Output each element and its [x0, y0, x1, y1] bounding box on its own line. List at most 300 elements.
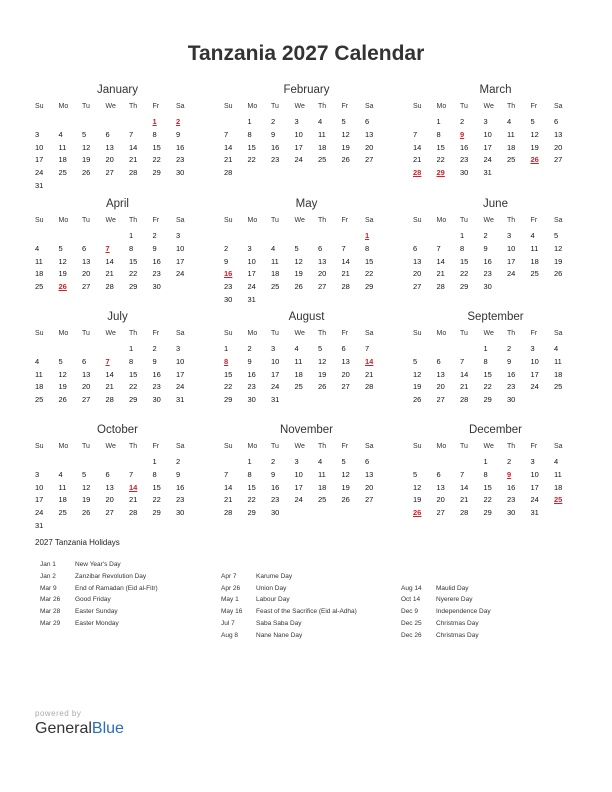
holiday-name: Good Friday [75, 596, 111, 604]
day-cell: 8 [436, 129, 441, 139]
day-cell: 19 [58, 269, 67, 279]
day-cell: 11 [530, 243, 539, 253]
holiday-row [40, 583, 158, 595]
day-cell: 4 [271, 243, 276, 253]
month-name: February [283, 84, 330, 96]
day-cell: 28 [129, 508, 138, 518]
day-cell: 10 [294, 129, 303, 139]
day-cell: 12 [294, 256, 303, 266]
day-cell: 7 [436, 243, 441, 253]
day-cell: 28 [460, 508, 469, 518]
day-cell: 3 [271, 344, 276, 353]
month-name: December [468, 424, 523, 436]
day-cell: 17 [271, 369, 280, 379]
holiday-name: Easter Monday [75, 619, 119, 627]
day-cell: 8 [460, 243, 465, 253]
day-cell: 23 [176, 155, 185, 165]
holiday-row [40, 559, 158, 571]
day-cell: 4 [35, 356, 40, 366]
day-cell: 30 [483, 282, 492, 292]
month-august [224, 309, 389, 407]
day-cell: 28 [436, 282, 445, 292]
day-cell: 1 [483, 457, 488, 466]
holiday-row [401, 583, 491, 595]
empty-cell [224, 116, 248, 129]
day-cell: 22 [436, 155, 445, 165]
day-cell: 27 [413, 282, 422, 292]
day-cell: 15 [129, 256, 138, 266]
day-cell: 13 [365, 469, 374, 479]
holiday-name: Nyerere Day [436, 596, 473, 604]
day-cell: 3 [176, 231, 181, 240]
empty-cell [106, 343, 130, 356]
weekday-label: Sa [554, 217, 563, 224]
day-cell: 5 [82, 129, 87, 139]
weekday-label: Mo [58, 330, 69, 337]
day-cell: 2 [271, 457, 276, 466]
day-cell: 26 [554, 269, 563, 279]
day-cell: 15 [152, 482, 161, 492]
day-cell: 13 [105, 142, 114, 152]
day-cell: 20 [436, 382, 445, 392]
day-cell: 30 [152, 282, 161, 292]
day-cell: 25 [294, 382, 303, 392]
day-cell: 21 [460, 382, 469, 392]
weekday-label: Th [507, 443, 516, 450]
day-grid [413, 116, 578, 180]
weekday-label: We [294, 103, 305, 110]
day-cell: 9 [176, 129, 181, 139]
day-cell: 13 [436, 369, 445, 379]
weekday-label: Su [35, 330, 44, 337]
day-cell: 15 [152, 142, 161, 152]
empty-cell [35, 456, 59, 469]
day-cell: 30 [507, 508, 516, 518]
day-cell: 4 [318, 117, 323, 126]
weekday-label: Su [224, 217, 233, 224]
weekday-label: Tu [271, 443, 279, 450]
day-cell: 19 [294, 269, 303, 279]
weekday-label: Fr [530, 217, 538, 224]
weekday-label: Th [318, 217, 327, 224]
day-cell: 23 [152, 382, 161, 392]
day-cell: 21 [460, 495, 469, 505]
holiday-name: Nane Nane Day [256, 631, 303, 639]
empty-cell [413, 230, 437, 243]
day-cell: 15 [224, 369, 233, 379]
day-cell: 11 [58, 482, 67, 492]
day-cell: 24 [176, 382, 185, 392]
brand-logo [35, 709, 124, 738]
holiday-day: 9 [507, 469, 512, 479]
day-cell: 13 [318, 256, 327, 266]
day-cell: 27 [105, 168, 114, 178]
month-name: April [105, 198, 129, 210]
day-cell: 27 [554, 155, 563, 165]
day-cell: 23 [176, 495, 185, 505]
day-cell: 12 [82, 142, 91, 152]
day-cell: 25 [271, 282, 280, 292]
day-cell: 2 [152, 231, 157, 240]
day-cell: 2 [224, 243, 229, 253]
month-name: July [107, 311, 128, 323]
month-june [413, 196, 578, 294]
day-cell: 8 [365, 243, 370, 253]
day-cell: 2 [460, 117, 465, 126]
holiday-row [401, 618, 491, 630]
day-cell: 21 [105, 382, 114, 392]
day-cell: 17 [35, 495, 44, 505]
day-cell: 31 [35, 180, 44, 190]
day-cell: 6 [105, 129, 110, 139]
day-cell: 20 [82, 269, 91, 279]
month-name: June [483, 198, 508, 210]
weekday-label: Sa [365, 443, 374, 450]
day-cell: 19 [413, 495, 422, 505]
weekday-label: Su [224, 443, 233, 450]
holiday-name: Saba Saba Day [256, 619, 302, 627]
day-cell: 15 [247, 482, 256, 492]
empty-cell [82, 230, 106, 243]
holiday-day: 26 [530, 155, 539, 165]
weekday-label: Mo [58, 103, 69, 110]
day-cell: 29 [483, 508, 492, 518]
holiday-date: May 1 [221, 596, 239, 604]
day-cell: 16 [152, 256, 161, 266]
day-cell: 27 [436, 395, 445, 405]
day-cell: 27 [365, 495, 374, 505]
day-cell: 20 [105, 495, 114, 505]
empty-cell [59, 343, 83, 356]
day-cell: 9 [271, 129, 276, 139]
day-cell: 11 [35, 369, 43, 379]
day-cell: 31 [176, 395, 185, 405]
day-cell: 4 [35, 243, 40, 253]
day-cell: 8 [129, 356, 134, 366]
day-cell: 20 [554, 142, 563, 152]
empty-cell [460, 343, 484, 356]
day-cell: 16 [176, 482, 185, 492]
day-cell: 12 [82, 482, 91, 492]
generalblue-logo [35, 720, 124, 738]
day-cell: 25 [35, 282, 44, 292]
weekday-label: Sa [176, 217, 185, 224]
day-cell: 9 [507, 356, 512, 366]
day-cell: 23 [507, 382, 516, 392]
day-cell: 16 [460, 142, 469, 152]
day-cell: 22 [483, 382, 492, 392]
weekday-header [224, 214, 389, 228]
day-cell: 18 [271, 269, 280, 279]
empty-cell [318, 230, 342, 243]
day-cell: 25 [58, 168, 67, 178]
day-cell: 13 [554, 129, 563, 139]
day-cell: 12 [554, 243, 563, 253]
weekday-label: Fr [530, 103, 538, 110]
day-cell: 21 [129, 495, 138, 505]
day-cell: 14 [105, 256, 114, 266]
day-cell: 20 [82, 382, 91, 392]
page-title: Tanzania 2027 Calendar [187, 42, 425, 65]
holiday-name: Easter Sunday [75, 608, 118, 616]
empty-cell [271, 230, 295, 243]
day-cell: 7 [129, 129, 134, 139]
month-december [413, 422, 578, 520]
day-cell: 24 [176, 269, 185, 279]
day-cell: 13 [365, 129, 374, 139]
day-cell: 21 [105, 269, 114, 279]
weekday-label: Su [224, 103, 233, 110]
day-cell: 13 [413, 256, 422, 266]
day-cell: 14 [436, 256, 445, 266]
weekday-label: Mo [247, 330, 258, 337]
weekday-label: Mo [247, 103, 258, 110]
day-cell: 16 [271, 482, 280, 492]
day-cell: 29 [224, 395, 233, 405]
weekday-header [35, 214, 200, 228]
empty-cell [437, 343, 461, 356]
holiday-date: May 16 [221, 608, 243, 616]
empty-cell [437, 456, 461, 469]
weekday-label: Mo [58, 443, 69, 450]
day-cell: 17 [294, 142, 303, 152]
month-name: March [479, 84, 512, 96]
empty-cell [35, 230, 59, 243]
day-cell: 5 [82, 469, 87, 479]
empty-cell [106, 230, 130, 243]
weekday-label: Tu [271, 217, 279, 224]
holiday-day: 9 [460, 129, 465, 139]
empty-cell [413, 116, 437, 129]
day-cell: 22 [129, 382, 138, 392]
weekday-label: Sa [365, 330, 374, 337]
holiday-date: Mar 29 [40, 619, 61, 627]
day-cell: 2 [176, 457, 181, 466]
day-cell: 23 [507, 495, 516, 505]
day-cell: 10 [530, 356, 539, 366]
day-cell: 8 [483, 356, 488, 366]
weekday-label: Th [318, 443, 327, 450]
holiday-date: Mar 26 [40, 596, 61, 604]
weekday-label: Sa [554, 330, 563, 337]
day-cell: 27 [436, 508, 445, 518]
holiday-column [221, 571, 357, 642]
weekday-label: Tu [82, 330, 90, 337]
weekday-label: Tu [460, 103, 468, 110]
day-cell: 18 [507, 142, 516, 152]
day-cell: 14 [224, 482, 233, 492]
day-cell: 31 [483, 168, 492, 178]
weekday-label: Su [413, 103, 422, 110]
day-cell: 15 [436, 142, 445, 152]
day-cell: 16 [152, 369, 161, 379]
day-cell: 21 [129, 155, 138, 165]
day-cell: 4 [554, 344, 559, 353]
day-cell: 29 [247, 508, 256, 518]
month-name: August [288, 311, 325, 323]
weekday-label: Tu [460, 217, 468, 224]
weekday-label: Fr [152, 443, 160, 450]
day-cell: 15 [460, 256, 469, 266]
day-cell: 2 [507, 344, 512, 353]
weekday-label: Fr [341, 217, 349, 224]
day-cell: 12 [413, 482, 422, 492]
holiday-name: New Year's Day [75, 561, 121, 568]
day-cell: 23 [224, 282, 233, 292]
holiday-date: Dec 25 [401, 619, 422, 627]
day-cell: 19 [341, 142, 350, 152]
day-cell: 8 [152, 469, 157, 479]
day-cell: 10 [507, 243, 516, 253]
weekday-header [413, 100, 578, 114]
day-cell: 7 [341, 243, 346, 253]
day-cell: 28 [105, 282, 114, 292]
day-cell: 16 [176, 142, 185, 152]
holiday-date: Dec 9 [401, 608, 418, 616]
day-cell: 12 [58, 256, 67, 266]
day-cell: 3 [294, 117, 299, 126]
day-cell: 22 [460, 269, 469, 279]
weekday-label: Th [129, 330, 138, 337]
weekday-header [35, 100, 200, 114]
holiday-date: Aug 14 [401, 584, 422, 592]
empty-cell [59, 456, 83, 469]
day-cell: 17 [530, 482, 539, 492]
day-grid [35, 343, 200, 407]
day-cell: 1 [129, 344, 134, 353]
holiday-name: Karume Day [256, 572, 293, 580]
day-cell: 26 [58, 395, 67, 405]
day-grid [35, 230, 200, 294]
day-cell: 9 [152, 356, 157, 366]
day-cell: 22 [483, 495, 492, 505]
weekday-label: Th [507, 217, 516, 224]
holiday-column [401, 583, 491, 642]
day-cell: 5 [530, 117, 535, 126]
empty-cell [413, 343, 437, 356]
month-february [224, 82, 389, 180]
holiday-row [221, 571, 357, 583]
empty-cell [295, 230, 319, 243]
holiday-day: 7 [105, 356, 110, 366]
day-cell: 5 [58, 243, 63, 253]
day-cell: 9 [483, 243, 488, 253]
day-cell: 28 [460, 395, 469, 405]
day-cell: 3 [247, 243, 252, 253]
weekday-label: Su [35, 443, 44, 450]
day-cell: 10 [35, 482, 44, 492]
weekday-label: Fr [152, 330, 160, 337]
day-cell: 21 [341, 269, 350, 279]
day-cell: 24 [530, 382, 539, 392]
day-cell: 26 [341, 155, 350, 165]
day-cell: 2 [247, 344, 252, 353]
weekday-label: Th [318, 103, 327, 110]
day-cell: 14 [341, 256, 350, 266]
day-cell: 22 [365, 269, 374, 279]
powered-by-text: powered by [35, 709, 82, 718]
day-cell: 25 [318, 495, 327, 505]
day-cell: 3 [35, 469, 40, 479]
day-cell: 9 [224, 256, 229, 266]
day-cell: 10 [271, 356, 280, 366]
day-cell: 27 [365, 155, 374, 165]
weekday-label: Sa [176, 443, 185, 450]
day-cell: 18 [58, 155, 67, 165]
holiday-row [221, 618, 357, 630]
day-cell: 24 [247, 282, 256, 292]
holiday-day: 1 [365, 231, 370, 240]
day-cell: 3 [35, 129, 40, 139]
day-cell: 18 [554, 482, 563, 492]
day-cell: 16 [271, 142, 280, 152]
empty-cell [59, 116, 83, 129]
day-cell: 24 [507, 269, 516, 279]
day-cell: 15 [483, 482, 492, 492]
empty-cell [129, 456, 153, 469]
day-cell: 12 [413, 369, 422, 379]
day-cell: 19 [82, 495, 91, 505]
weekday-header [224, 440, 389, 454]
day-cell: 18 [554, 369, 563, 379]
weekday-label: Su [35, 217, 44, 224]
day-cell: 6 [82, 243, 87, 253]
day-cell: 28 [129, 168, 138, 178]
empty-cell [460, 456, 484, 469]
holiday-day: 26 [58, 282, 67, 292]
day-cell: 31 [271, 395, 280, 405]
weekday-label: Mo [436, 443, 447, 450]
day-cell: 22 [129, 269, 138, 279]
day-cell: 22 [247, 495, 256, 505]
day-cell: 25 [554, 382, 563, 392]
day-cell: 3 [176, 344, 181, 353]
day-cell: 18 [530, 256, 539, 266]
weekday-label: Fr [530, 443, 538, 450]
day-cell: 30 [460, 168, 469, 178]
day-cell: 6 [318, 243, 323, 253]
month-july [35, 309, 200, 407]
holiday-name: Independence Day [436, 608, 491, 616]
holiday-date: Jan 1 [40, 561, 56, 568]
weekday-label: Tu [460, 443, 468, 450]
day-cell: 4 [294, 344, 299, 353]
day-cell: 30 [176, 168, 185, 178]
holiday-name: Union Day [256, 584, 287, 592]
weekday-header [413, 214, 578, 228]
holiday-column [40, 559, 158, 630]
day-cell: 7 [413, 129, 418, 139]
day-cell: 21 [436, 269, 445, 279]
day-cell: 26 [82, 168, 91, 178]
weekday-label: Mo [58, 217, 69, 224]
weekday-label: Tu [460, 330, 468, 337]
day-cell: 6 [365, 117, 370, 126]
month-name: September [467, 311, 524, 323]
day-cell: 25 [530, 269, 539, 279]
day-cell: 6 [82, 356, 87, 366]
holiday-day: 16 [224, 269, 233, 279]
holiday-date: Mar 28 [40, 608, 61, 616]
day-cell: 16 [507, 482, 516, 492]
day-cell: 24 [35, 168, 44, 178]
day-cell: 16 [507, 369, 516, 379]
day-cell: 13 [105, 482, 114, 492]
day-cell: 17 [176, 256, 185, 266]
holiday-date: Jan 2 [40, 572, 56, 580]
logo-general: General [35, 720, 92, 737]
day-cell: 23 [271, 155, 280, 165]
